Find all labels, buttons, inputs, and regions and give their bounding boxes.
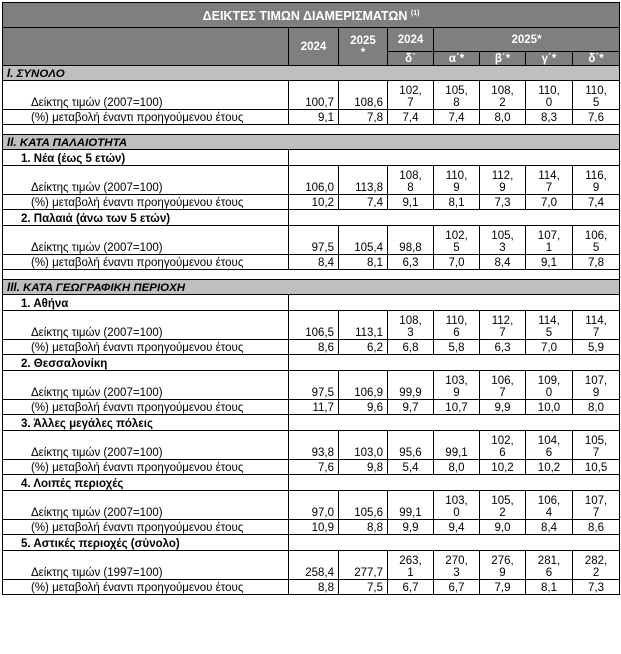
row-label: Δείκτης τιμών (2007=100) xyxy=(3,311,289,340)
header-q3-2025: γ΄* xyxy=(526,52,573,66)
subsection-new: 1. Νέα (έως 5 ετών) xyxy=(3,150,289,166)
table-cell: 8,8 xyxy=(289,580,339,595)
table-cell: 277,7 xyxy=(339,551,388,580)
table-cell: 103,0 xyxy=(339,431,388,460)
table-cell: 9,8 xyxy=(339,460,388,475)
table-cell: 281, 6 xyxy=(526,551,573,580)
subsection-old: 2. Παλαιά (άνω των 5 ετών) xyxy=(3,210,289,226)
table-cell: 97,0 xyxy=(289,491,339,520)
table-cell: 7,6 xyxy=(289,460,339,475)
table-cell: 108,6 xyxy=(339,81,388,110)
row-label: Δείκτης τιμών (2007=100) xyxy=(3,371,289,400)
table-cell: 8,6 xyxy=(289,340,339,355)
table-cell: 7,0 xyxy=(526,340,573,355)
table-cell: 11,7 xyxy=(289,400,339,415)
header-q2-2025: β΄* xyxy=(480,52,526,66)
table-row xyxy=(3,81,620,110)
table-cell: 9,9 xyxy=(388,520,434,535)
subsection-athens: 1. Αθήνα xyxy=(3,295,289,311)
table-cell: 8,1 xyxy=(434,195,480,210)
table-cell: 113,8 xyxy=(339,166,388,195)
table-cell: 98,8 xyxy=(388,226,434,255)
table-row xyxy=(3,311,620,340)
table-title: ΔΕΙΚΤΕΣ ΤΙΜΩΝ ΔΙΑΜΕΡΙΣΜΑΤΩΝ $^{(1)}$ xyxy=(3,3,620,28)
table-cell: 8,0 xyxy=(434,460,480,475)
table-cell: 7,3 xyxy=(480,195,526,210)
table-row xyxy=(3,195,620,210)
table-cell: 10,0 xyxy=(526,400,573,415)
row-label: (%) μεταβολή έναντι προηγούμενου έτους xyxy=(3,195,289,210)
row-label: Δείκτης τιμών (2007=100) xyxy=(3,166,289,195)
table-cell: 103, 0 xyxy=(434,491,480,520)
table-cell: 282, 2 xyxy=(573,551,620,580)
table-cell: 5,4 xyxy=(388,460,434,475)
table-cell: 112, 7 xyxy=(480,311,526,340)
table-cell: 109, 0 xyxy=(526,371,573,400)
table-row xyxy=(3,551,620,580)
table-cell: 7,0 xyxy=(526,195,573,210)
table-row xyxy=(3,226,620,255)
table-cell: 9,6 xyxy=(339,400,388,415)
table-row xyxy=(3,520,620,535)
section-age: II. ΚΑΤΑ ΠΑΛΑΙΟΤΗΤΑ xyxy=(3,135,620,150)
table-cell: 10,5 xyxy=(573,460,620,475)
table-cell: 7,4 xyxy=(573,195,620,210)
table-cell: 9,0 xyxy=(480,520,526,535)
table-cell: 112, 9 xyxy=(480,166,526,195)
row-label: Δείκτης τιμών (2007=100) xyxy=(3,491,289,520)
table-cell: 9,1 xyxy=(289,110,339,125)
row-label: Δείκτης τιμών (1997=100) xyxy=(3,551,289,580)
table-cell: 8,4 xyxy=(289,255,339,270)
table-cell: 7,0 xyxy=(434,255,480,270)
table-cell: 107, 9 xyxy=(573,371,620,400)
header-q4-2024: δ΄ xyxy=(388,52,434,66)
row-label: (%) μεταβολή έναντι προηγούμενου έτους xyxy=(3,400,289,415)
table-cell: 276, 9 xyxy=(480,551,526,580)
table-cell: 99,1 xyxy=(388,491,434,520)
table-cell: 6,3 xyxy=(480,340,526,355)
row-label: (%) μεταβολή έναντι προηγούμενου έτους xyxy=(3,520,289,535)
table-cell: 10,9 xyxy=(289,520,339,535)
table-cell: 6,3 xyxy=(388,255,434,270)
table-cell: 107, 1 xyxy=(526,226,573,255)
table-cell: 105, 2 xyxy=(480,491,526,520)
header-year-2024: 2024 xyxy=(289,28,339,66)
table-row xyxy=(3,460,620,475)
table-cell: 6,7 xyxy=(388,580,434,595)
table-cell: 8,0 xyxy=(480,110,526,125)
table-row xyxy=(3,431,620,460)
table-cell: 10,2 xyxy=(289,195,339,210)
table-row xyxy=(3,491,620,520)
table-cell: 93,8 xyxy=(289,431,339,460)
section-geo: III. ΚΑΤΑ ΓΕΩΓΡΑΦΙΚΗ ΠΕΡΙΟΧΗ xyxy=(3,280,620,295)
row-label: (%) μεταβολή έναντι προηγούμενου έτους xyxy=(3,460,289,475)
table-cell: 103, 9 xyxy=(434,371,480,400)
table-cell: 110, 0 xyxy=(526,81,573,110)
table-cell: 258,4 xyxy=(289,551,339,580)
table-cell: 8,3 xyxy=(526,110,573,125)
table-cell: 270, 3 xyxy=(434,551,480,580)
table-cell: 114, 5 xyxy=(526,311,573,340)
table-cell: 9,4 xyxy=(434,520,480,535)
table-cell: 95,6 xyxy=(388,431,434,460)
table-cell: 10,7 xyxy=(434,400,480,415)
table-cell: 7,5 xyxy=(339,580,388,595)
table-cell: 106, 4 xyxy=(526,491,573,520)
table-cell: 6,2 xyxy=(339,340,388,355)
table-cell: 114, 7 xyxy=(573,311,620,340)
header-year-2025: 2025 * xyxy=(339,28,388,66)
table-cell: 106,0 xyxy=(289,166,339,195)
table-cell: 7,6 xyxy=(573,110,620,125)
table-cell: 106, 7 xyxy=(480,371,526,400)
table-row xyxy=(3,371,620,400)
row-label: (%) μεταβολή έναντι προηγούμενου έτους xyxy=(3,340,289,355)
table-cell: 116, 9 xyxy=(573,166,620,195)
table-cell: 7,4 xyxy=(388,110,434,125)
table-cell: 7,4 xyxy=(434,110,480,125)
table-cell: 263, 1 xyxy=(388,551,434,580)
table-cell: 102, 6 xyxy=(480,431,526,460)
table-cell: 114, 7 xyxy=(526,166,573,195)
table-cell: 105, 3 xyxy=(480,226,526,255)
table-cell: 110, 9 xyxy=(434,166,480,195)
header-blank xyxy=(3,28,289,66)
table-cell: 110, 5 xyxy=(573,81,620,110)
table-row xyxy=(3,166,620,195)
table-cell: 7,8 xyxy=(573,255,620,270)
table-row xyxy=(3,110,620,125)
row-label: (%) μεταβολή έναντι προηγούμενου έτους xyxy=(3,255,289,270)
table-cell: 102, 5 xyxy=(434,226,480,255)
table-cell: 102, 7 xyxy=(388,81,434,110)
header-quarter-year-2025: 2025* xyxy=(434,28,620,52)
table-cell: 97,5 xyxy=(289,371,339,400)
subsection-urban: 5. Αστικές περιοχές (σύνολο) xyxy=(3,535,289,551)
table-cell: 105, 8 xyxy=(434,81,480,110)
table-cell: 104, 6 xyxy=(526,431,573,460)
row-label: Δείκτης τιμών (2007=100) xyxy=(3,81,289,110)
subsection-other-areas: 4. Λοιπές περιοχές xyxy=(3,475,289,491)
table-cell: 108, 8 xyxy=(388,166,434,195)
table-cell: 8,1 xyxy=(339,255,388,270)
table-cell: 9,1 xyxy=(526,255,573,270)
table-cell: 7,8 xyxy=(339,110,388,125)
table-cell: 8,1 xyxy=(526,580,573,595)
section-total: I. ΣΥΝΟΛΟ xyxy=(3,66,620,81)
row-label: Δείκτης τιμών (2007=100) xyxy=(3,431,289,460)
table-cell: 6,8 xyxy=(388,340,434,355)
row-label: Δείκτης τιμών (2007=100) xyxy=(3,226,289,255)
table-row xyxy=(3,400,620,415)
table-cell: 8,4 xyxy=(526,520,573,535)
table-cell: 10,2 xyxy=(480,460,526,475)
table-cell: 113,1 xyxy=(339,311,388,340)
table-cell: 100,7 xyxy=(289,81,339,110)
table-row xyxy=(3,580,620,595)
table-cell: 99,9 xyxy=(388,371,434,400)
table-cell: 106,5 xyxy=(289,311,339,340)
table-cell: 5,8 xyxy=(434,340,480,355)
table-cell: 6,7 xyxy=(434,580,480,595)
table-cell: 9,9 xyxy=(480,400,526,415)
table-cell: 105,6 xyxy=(339,491,388,520)
subsection-thessaloniki: 2. Θεσσαλονίκη xyxy=(3,355,289,371)
subsection-big-cities: 3. Άλλες μεγάλες πόλεις xyxy=(3,415,289,431)
table-row xyxy=(3,340,620,355)
table-cell: 8,4 xyxy=(480,255,526,270)
table-cell: 105,4 xyxy=(339,226,388,255)
table-cell: 99,1 xyxy=(434,431,480,460)
table-cell: 106, 5 xyxy=(573,226,620,255)
apartment-price-index-table xyxy=(2,2,620,595)
table-cell: 9,1 xyxy=(388,195,434,210)
table-cell: 105, 7 xyxy=(573,431,620,460)
table-cell: 110, 6 xyxy=(434,311,480,340)
table-cell: 8,6 xyxy=(573,520,620,535)
row-label: (%) μεταβολή έναντι προηγούμενου έτους xyxy=(3,110,289,125)
header-quarter-year-2024: 2024 xyxy=(388,28,434,52)
table-cell: 5,9 xyxy=(573,340,620,355)
table-cell: 7,4 xyxy=(339,195,388,210)
table-cell: 106,9 xyxy=(339,371,388,400)
table-cell: 9,7 xyxy=(388,400,434,415)
table-cell: 97,5 xyxy=(289,226,339,255)
table-cell: 10,2 xyxy=(526,460,573,475)
header-q4-2025: δ΄* xyxy=(573,52,620,66)
table-cell: 8,0 xyxy=(573,400,620,415)
table-row xyxy=(3,255,620,270)
table-cell: 108, 2 xyxy=(480,81,526,110)
row-label: (%) μεταβολή έναντι προηγούμενου έτους xyxy=(3,580,289,595)
header-q1-2025: α΄* xyxy=(434,52,480,66)
table-cell: 107, 7 xyxy=(573,491,620,520)
table-cell: 7,3 xyxy=(573,580,620,595)
table-cell: 8,8 xyxy=(339,520,388,535)
table-cell: 7,9 xyxy=(480,580,526,595)
table-cell: 108, 3 xyxy=(388,311,434,340)
